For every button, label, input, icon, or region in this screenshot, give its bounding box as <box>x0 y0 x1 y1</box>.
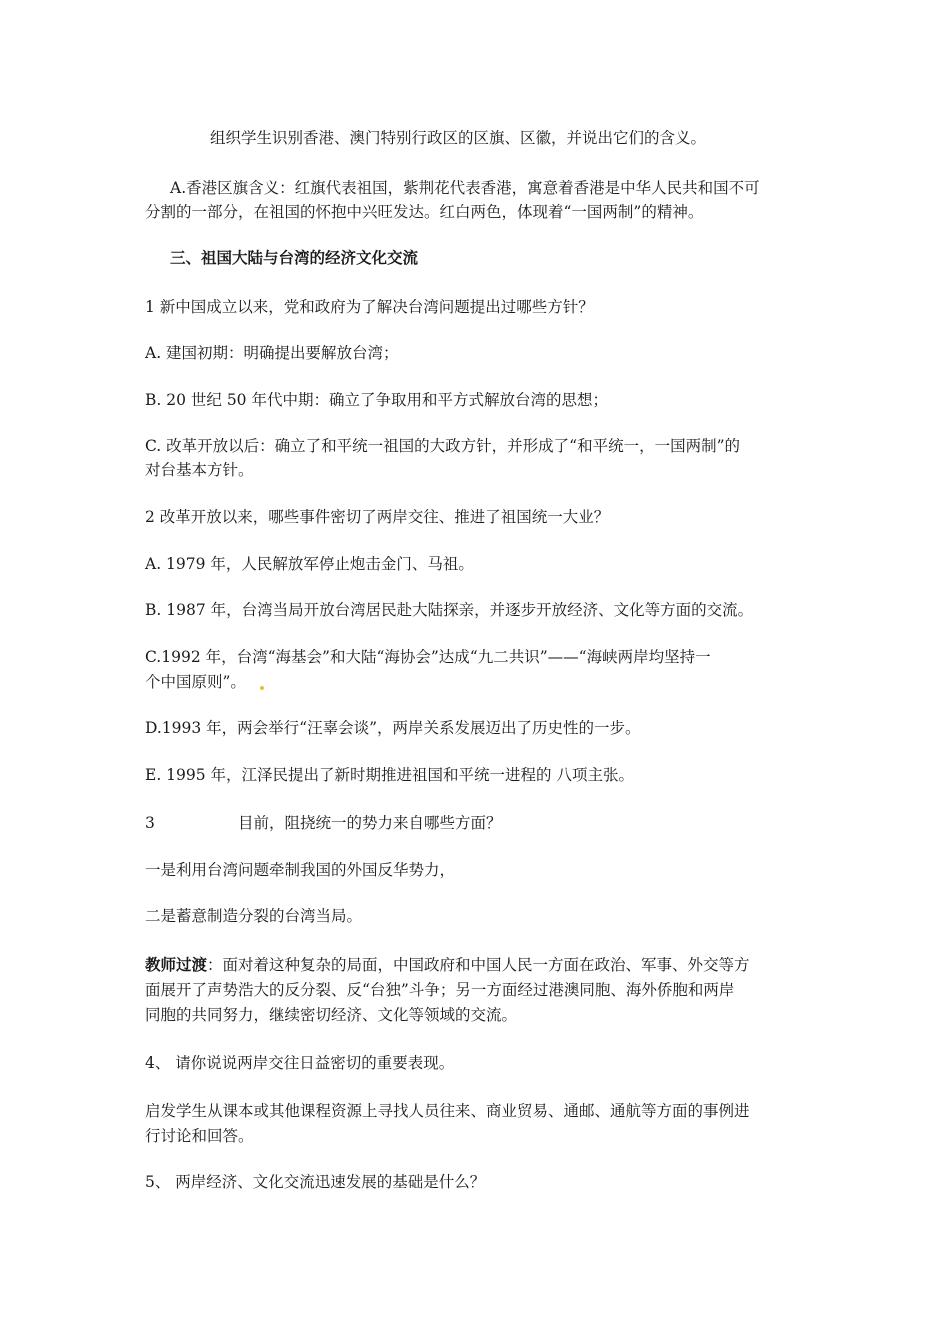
question-3-number: 3 <box>145 814 155 832</box>
question-1-item-b: B. 20 世纪 50 年代中期：确立了争取用和平方式解放台湾的思想； <box>145 391 608 409</box>
question-2-item-a: A. 1979 年，人民解放军停止炮击金门、马祖。 <box>145 555 474 573</box>
question-2: 2 改革开放以来，哪些事件密切了两岸交往、推进了祖国统一大业？ <box>145 508 610 526</box>
teacher-transition-line-3: 同胞的共同努力，继续密切经济、文化等领域的交流。 <box>145 1006 518 1024</box>
teacher-transition-label: 教师过渡 <box>145 955 208 974</box>
yellow-mark <box>260 686 264 690</box>
question-2-item-e: E. 1995 年，江泽民提出了新时期推进祖国和平统一进程的 八项主张。 <box>145 766 634 784</box>
question-2-item-d: D.1993 年，两会举行“汪辜会谈”，两岸关系发展迈出了历史性的一步。 <box>145 719 641 737</box>
question-2-item-b: B. 1987 年，台湾当局开放台湾居民赴大陆探亲，并逐步开放经济、文化等方面的交流。 <box>145 601 754 619</box>
hk-flag-line-2: 分割的一部分，在祖国的怀抱中兴旺发达。红白两色，体现着“一国两制”的精神。 <box>145 203 704 221</box>
question-4-hint-line-1: 启发学生从课本或其他课程资源上寻找人员往来、商业贸易、通邮、通航等方面的事例进 <box>145 1102 750 1120</box>
intro-paragraph: 组织学生识别香港、澳门特别行政区的区旗、区徽，并说出它们的含义。 <box>210 129 707 147</box>
question-5: 5、 两岸经济、文化交流迅速发展的基础是什么？ <box>145 1173 486 1191</box>
teacher-transition-line-2: 面展开了声势浩大的反分裂、反“台独”斗争；另一方面经过港澳同胞、海外侨胞和两岸 <box>145 981 735 999</box>
question-4: 4、 请你说说两岸交往日益密切的重要表现。 <box>145 1054 455 1072</box>
question-3-answer-1: 一是利用台湾问题牵制我国的外国反华势力， <box>145 861 456 879</box>
question-1: 1 新中国成立以来，党和政府为了解决台湾问题提出过哪些方针？ <box>145 298 594 316</box>
question-3-answer-2: 二是蓄意制造分裂的台湾当局。 <box>145 907 363 925</box>
question-3: 目前，阻挠统一的势力来自哪些方面？ <box>238 814 502 832</box>
question-2-item-c-line-2: 个中国原则”。 <box>145 673 246 691</box>
teacher-transition-line-1 <box>145 955 750 975</box>
section-title: 三、祖国大陆与台湾的经济文化交流 <box>170 248 419 267</box>
question-1-item-a: A. 建国初期：明确提出要解放台湾； <box>145 344 399 362</box>
question-1-item-c-line-1: C. 改革开放以后：确立了和平统一祖国的大政方针，并形成了“和平统一，一国两制”的 <box>145 437 741 455</box>
question-2-item-c-line-1: C.1992 年，台湾“海基会”和大陆“海协会”达成“九二共识”——“海峡两岸均坚持一 <box>145 648 711 666</box>
teacher-transition-text-1: ：面对着这种复杂的局面，中国政府和中国人民一方面在政治、军事、外交等方 <box>207 956 750 974</box>
question-1-item-c-line-2: 对台基本方针。 <box>145 461 254 479</box>
question-4-hint-line-2: 行讨论和回答。 <box>145 1127 254 1145</box>
hk-flag-line-1: A.香港区旗含义：红旗代表祖国，紫荆花代表香港，寓意着香港是中华人民共和国不可 <box>170 179 760 197</box>
